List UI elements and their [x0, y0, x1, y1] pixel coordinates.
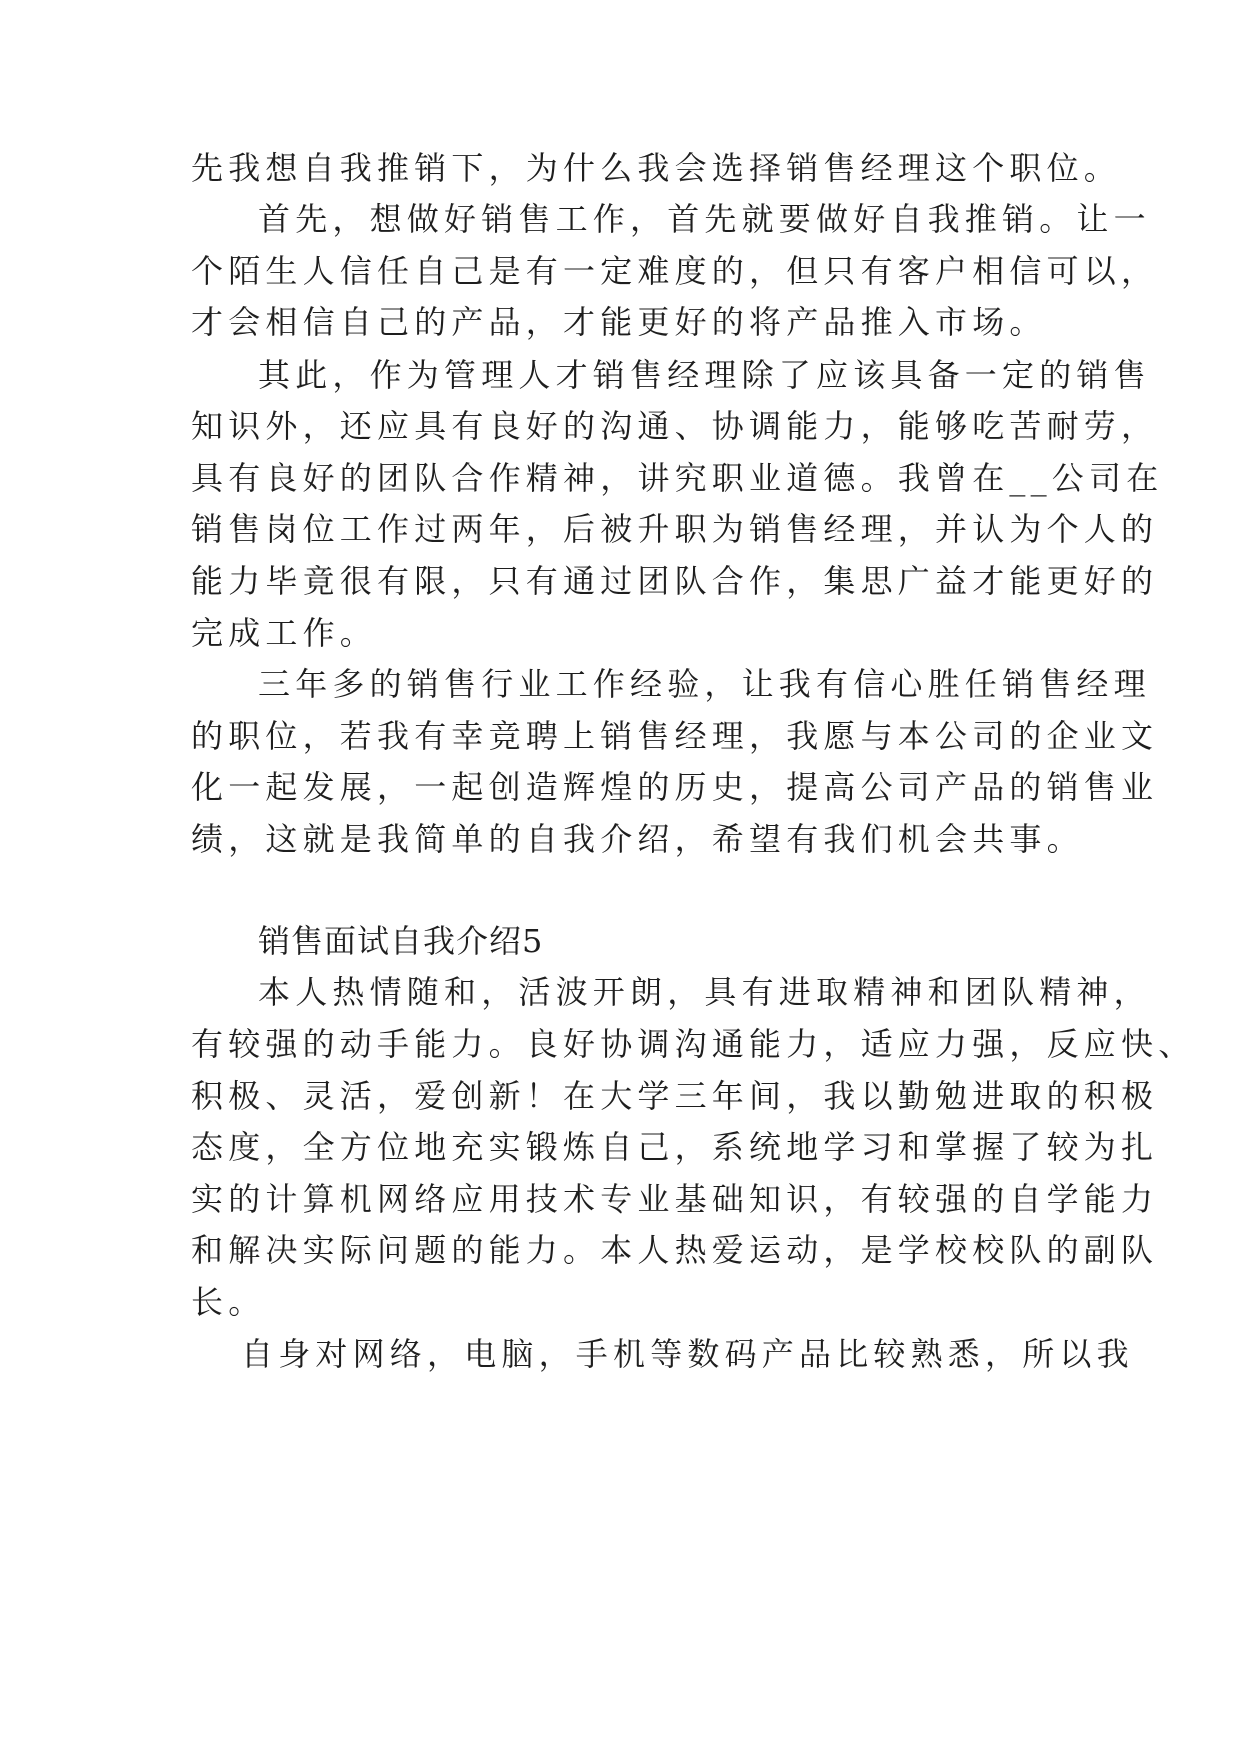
text-line-11: 三年多的销售行业工作经验，让我有信心胜任销售经理	[258, 665, 1151, 703]
text-line-18: 积极、灵活，爱创新！在大学三年间，我以勤勉进取的积极	[191, 1077, 1159, 1115]
text-line-5: 其此，作为管理人才销售经理除了应该具备一定的销售	[258, 356, 1151, 394]
text-line-12: 的职位，若我有幸竞聘上销售经理，我愿与本公司的企业文	[191, 717, 1159, 755]
text-line-2: 首先，想做好销售工作，首先就要做好自我推销。让一	[258, 200, 1151, 238]
text-line-6: 知识外，还应具有良好的沟通、协调能力，能够吃苦耐劳，	[191, 407, 1159, 445]
text-line-13: 化一起发展，一起创造辉煌的历史，提高公司产品的销售业	[191, 768, 1159, 806]
text-line-1: 先我想自我推销下，为什么我会选择销售经理这个职位。	[191, 149, 1122, 187]
text-line-8: 销售岗位工作过两年，后被升职为销售经理，并认为个人的	[191, 510, 1159, 548]
text-line-4: 才会相信自己的产品，才能更好的将产品推入市场。	[191, 303, 1047, 341]
text-line-23: 自身对网络，电脑，手机等数码产品比较熟悉，所以我	[241, 1335, 1134, 1373]
text-line-9: 能力毕竟很有限，只有通过团队合作，集思广益才能更好的	[191, 562, 1159, 600]
text-line-20: 实的计算机网络应用技术专业基础知识，有较强的自学能力	[191, 1180, 1159, 1218]
text-line-14: 绩，这就是我简单的自我介绍，希望有我们机会共事。	[191, 820, 1084, 858]
text-line-3: 个陌生人信任自己是有一定难度的，但只有客户相信可以，	[191, 252, 1159, 290]
text-line-21: 和解决实际问题的能力。本人热爱运动，是学校校队的副队	[191, 1231, 1159, 1269]
text-line-22: 长。	[191, 1283, 266, 1321]
text-line-7: 具有良好的团队合作精神，讲究职业道德。我曾在__公司在	[191, 459, 1164, 497]
section-heading: 销售面试自我介绍5	[258, 922, 544, 960]
text-line-16: 本人热情随和，活波开朗，具有进取精神和团队精神，	[258, 973, 1151, 1011]
text-line-17: 有较强的动手能力。良好协调沟通能力，适应力强，反应快、	[191, 1025, 1196, 1063]
text-line-19: 态度，全方位地充实锻炼自己，系统地学习和掌握了较为扎	[191, 1128, 1159, 1166]
text-line-10: 完成工作。	[191, 614, 378, 652]
